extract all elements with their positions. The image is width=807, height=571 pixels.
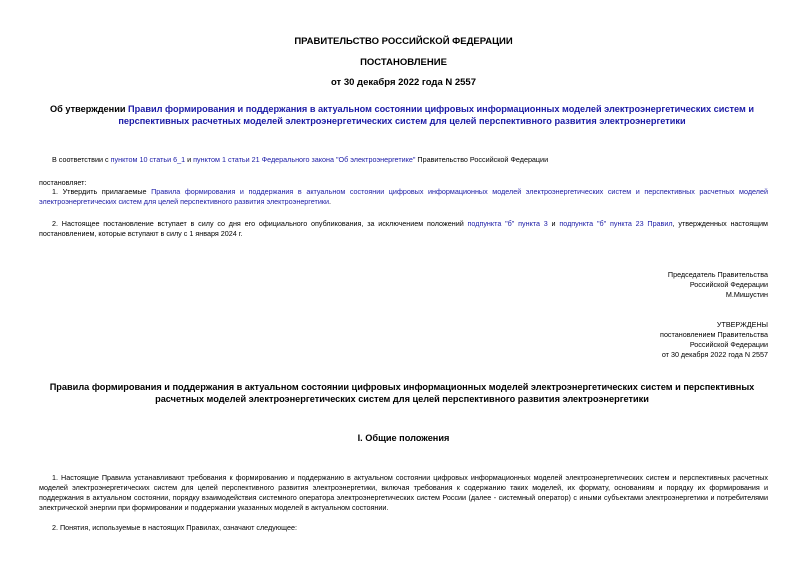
signature-country: Российской Федерации	[689, 280, 768, 289]
approved-label: УТВЕРЖДЕНЫ	[716, 320, 768, 329]
approved-block	[468, 320, 768, 360]
rules-link[interactable]: Правила формирования и поддержания в актуальном состоянии цифровых информационных моделей электроэнергетических систем и перспективных расчетных моделей электроэнергетических систем для целей перспективного развития электроэнергетики	[39, 187, 768, 206]
item-1-paragraph	[39, 187, 768, 207]
approved-date: от 30 декабря 2022 года N 2557	[661, 350, 768, 359]
subpoint-link-2[interactable]: подпункта "б" пункта 23 Правил	[559, 219, 673, 228]
rules-title: Правила формирования и поддержания в актуальном состоянии цифровых информационных моделей электроэнергетических систем и перспективных расчетных моделей электроэнергетических систем для целей перспективного развития электроэнергетики	[49, 382, 755, 404]
section-1-heading: I. Общие положения	[357, 433, 450, 443]
rules-paragraph-1: 1. Настоящие Правила устанавливают требования к формированию и поддержанию в актуальном состоянии цифровых информационных моделей электроэнергетических систем и перспективных расчетных моделей электроэнергетических систем для целей перспективного развития электроэнергетики, включая требования к содержанию таких моделей, их формату, основаниям и порядку их формирования и поддержания в актуальном состоянии, порядку взаимодействия системного оператора электроэнергетических систем России (далее - системный оператор) с иными субъектами электроэнергетики и потребителями электрической энергии при формировании и поддержании указанных моделей в актуальном состоянии.	[39, 473, 768, 512]
document-subject	[36, 103, 768, 127]
item-1-text: 1. Утвердить прилагаемые	[52, 187, 152, 196]
preamble-text-2: и	[185, 155, 194, 164]
signature-block	[468, 270, 768, 300]
subpoint-link-1[interactable]: подпункта "б" пункта 3	[467, 219, 548, 228]
preamble-text-3: Правительство Российской Федерации	[415, 155, 549, 164]
subject-link[interactable]: Правил формирования и поддержания в актуальном состоянии цифровых информационных моделей электроэнергетических систем и перспективных расчетных моделей электроэнергетических систем для целей перспективного развития электроэнергетики	[118, 104, 755, 126]
decides-text: постановляет:	[39, 178, 87, 187]
signature-position: Председатель Правительства	[667, 270, 768, 279]
item-2-text-3: , утвержденных настоящим постановлением, которые вступают в силу с 1 января 2024 г.	[39, 219, 768, 238]
date-number-heading: от 30 декабря 2022 года N 2557	[330, 77, 476, 88]
signature-name: М.Мишустин	[725, 290, 768, 299]
item-2-paragraph	[39, 219, 768, 239]
approved-country: Российской Федерации	[689, 340, 768, 349]
law-link-2[interactable]: пунктом 1 статьи 21 Федерального закона "Об электроэнергетике"	[193, 155, 416, 164]
org-heading: ПРАВИТЕЛЬСТВО РОССИЙСКОЙ ФЕДЕРАЦИИ	[294, 36, 513, 47]
doc-type-heading: ПОСТАНОВЛЕНИЕ	[360, 57, 447, 68]
preamble-text-1: В соответствии с	[52, 155, 111, 164]
preamble-paragraph	[52, 155, 768, 165]
law-link-1[interactable]: пунктом 10 статьи 6_1	[110, 155, 186, 164]
item-1-end: .	[329, 197, 331, 206]
rules-paragraph-2: 2. Понятия, используемые в настоящих Правилах, означают следующее:	[52, 523, 297, 532]
item-2-text-2: и	[547, 219, 560, 228]
subject-prefix: Об утверждении	[49, 104, 129, 114]
approved-by: постановлением Правительства	[660, 330, 768, 339]
item-2-text-1: 2. Настоящее постановление вступает в силу со дня его официального опубликования, за исключением положений	[52, 219, 468, 228]
